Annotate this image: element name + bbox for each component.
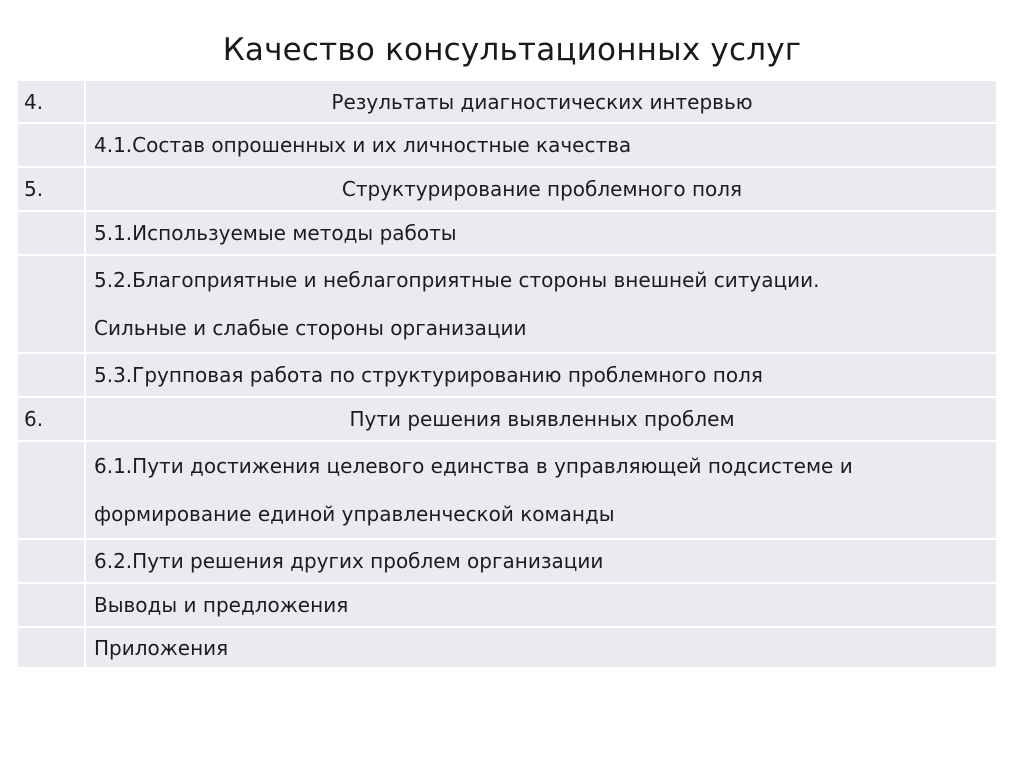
- row-number: [17, 353, 85, 397]
- section-heading: Результаты диагностических интервью: [85, 80, 997, 123]
- table-row: [17, 80, 997, 123]
- row-number: [17, 539, 85, 583]
- row-text-line-1: 5.2.Благоприятные и неблагоприятные стороны внешней ситуации.: [94, 268, 820, 292]
- section-heading: Пути решения выявленных проблем: [85, 397, 997, 441]
- row-number: [17, 211, 85, 255]
- contents-table: [16, 79, 998, 669]
- table-row: [17, 441, 997, 539]
- row-text: 4.1.Состав опрошенных и их личностные качества: [85, 123, 997, 167]
- table-row: [17, 353, 997, 397]
- table-row: [17, 583, 997, 627]
- table-row: [17, 167, 997, 211]
- row-number: 4.: [17, 80, 85, 123]
- slide-title: Качество консультационных услуг: [222, 32, 802, 68]
- row-number: [17, 255, 85, 353]
- row-text-line-2: формирование единой управленческой команды: [94, 502, 615, 526]
- table-row: [17, 539, 997, 583]
- table-row: [17, 627, 997, 668]
- row-text: Приложения: [85, 627, 997, 668]
- row-text: [85, 255, 997, 353]
- row-text: 6.2.Пути решения других проблем организации: [85, 539, 997, 583]
- table-row: [17, 211, 997, 255]
- table-row: [17, 123, 997, 167]
- section-heading: Структурирование проблемного поля: [85, 167, 997, 211]
- row-text: 5.1.Используемые методы работы: [85, 211, 997, 255]
- row-text: Выводы и предложения: [85, 583, 997, 627]
- row-number: [17, 583, 85, 627]
- row-text: [85, 441, 997, 539]
- table-row: [17, 397, 997, 441]
- row-number: [17, 123, 85, 167]
- row-text-line-1: 6.1.Пути достижения целевого единства в управляющей подсистеме и: [94, 454, 853, 478]
- table-row: [17, 255, 997, 353]
- row-number: [17, 441, 85, 539]
- row-text-line-2: Сильные и слабые стороны организации: [94, 316, 527, 340]
- row-number: 6.: [17, 397, 85, 441]
- row-number: [17, 627, 85, 668]
- row-number: 5.: [17, 167, 85, 211]
- row-text: 5.3.Групповая работа по структурированию проблемного поля: [85, 353, 997, 397]
